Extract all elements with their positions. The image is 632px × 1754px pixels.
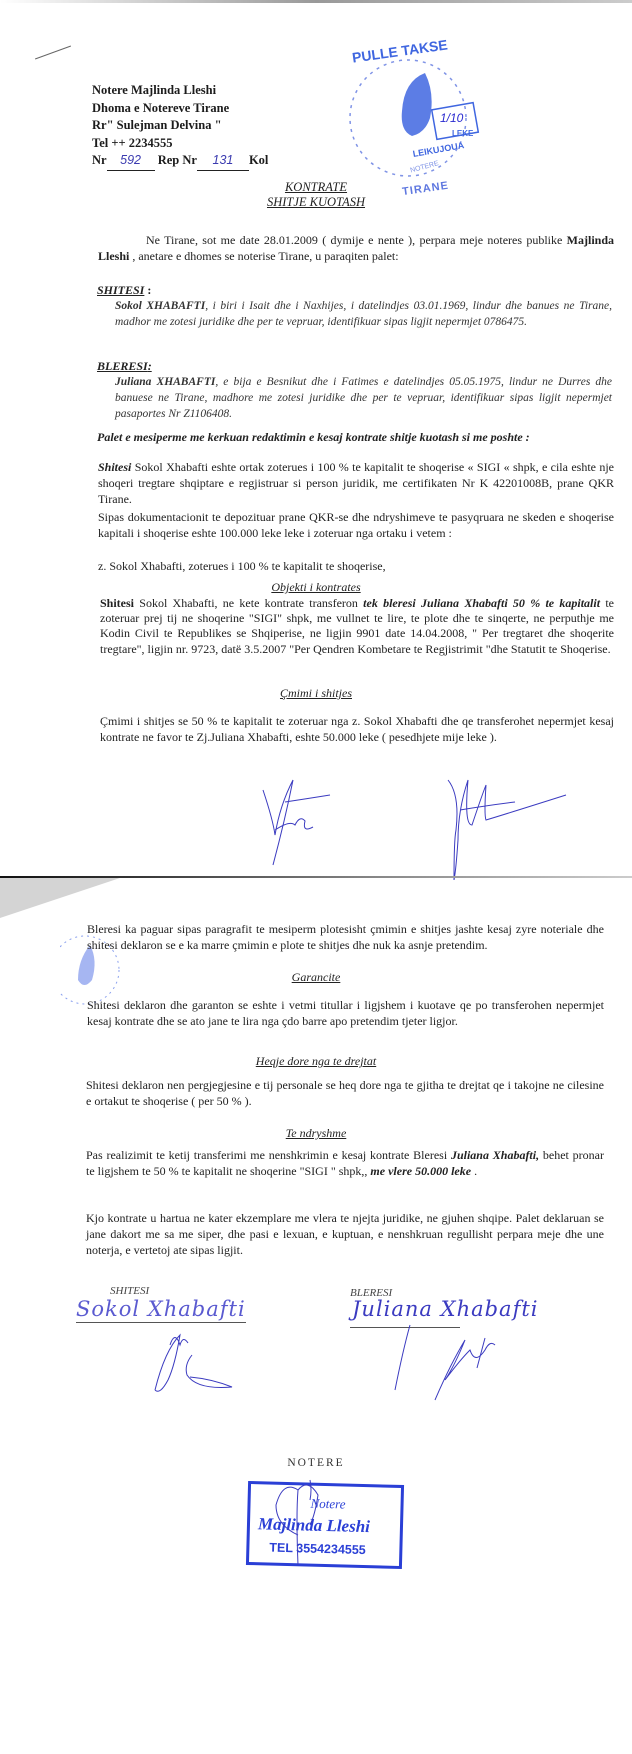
- owner-line: z. Sokol Xhabafti, zoterues i 100 % te kapitalit te shoqerise,: [98, 559, 386, 573]
- closing-paragraph: Kjo kontrate u hartua ne kater ekzemplare me vlera te njejta juridike, ne gjuhen shqipe. Palet deklaruan se jane dakort me sa me siper, dhe pasi e lexuan, e kuptuan, e nenshkruan regullisht perpara meje dhe une noterja, e vertetoj ate sipas ligjit.: [86, 1211, 604, 1257]
- object-paragraph: Shitesi Sokol Xhabafti, ne kete kontrate transferon tek bleresi Juliana Xhabafti 50 % te kapitalit te zoteruar prej tij ne shoqerine "SIGI" shpk, me vullnet te lire, te plote dhe te sinqerte, ne perputhje me Kodin Civil te Republikes se Shqiperise, ne ligjin 9901 date 14.04.2008, " Per tregtaret dhe shoqerite tregtare", ligjin nr. 9723, datë 3.5.2007 "Per Qendren Kombetare te Regjistrimit "dhe Statutit te Shoqerise.: [100, 596, 614, 656]
- notary-address: Rr" Sulejman Delvina ": [92, 118, 222, 133]
- price-paragraph: Çmimi i shitjes se 50 % te kapitalit te zoteruar nga z. Sokol Xhabafti dhe qe transferohet nepermjet kesaj kontrate ne favor te Zj.Juliana Xhabafti, eshte 50.000 leke ( pesedhjete mije leke ).: [100, 714, 614, 744]
- tax-stamp: [330, 18, 490, 203]
- seller-signature: [120, 1325, 240, 1405]
- notary-stamp: Notere Majlinda Lleshi TEL 3554234555: [246, 1481, 404, 1569]
- capital-paragraph: Sipas dokumentacionit te depozituar prane QKR-se dhe ndryshimeve te pasyqruara ne skeden e shoqerise kapitali i shoqerise eshte 100.000 leke leke i zoteruar nga ortaku i vetem :: [98, 510, 614, 540]
- seller-label: SHITESI :: [97, 283, 152, 297]
- seller-initials-page1: [255, 770, 335, 880]
- payment-paragraph: Bleresi ka paguar sipas paragrafit te mesiperm plotesisht çmimin e shitjes jashte kesaj zyre noteriale dhe shitesi deklaron se e ka marre çmimin e plote te shitjes dhe nuk ka asnje pretendim.: [87, 922, 604, 952]
- notary-label: NOTERE: [287, 1457, 345, 1469]
- notary-name: Notere Majlinda Lleshi: [92, 83, 217, 97]
- tax-stamp-city: TIRANE: [401, 179, 450, 199]
- nr-value: 592: [107, 152, 155, 171]
- rep-value: 131: [197, 152, 249, 171]
- object-heading: Objekti i kontrates: [271, 580, 361, 594]
- request-line: Palet e mesiperme me kerkuan redaktimin e kesaj kontrate shitje kuotash si me poshte :: [97, 430, 530, 444]
- guarantees-paragraph: Shitesi deklaron dhe garanton se eshte i vetmi titullar i ligjshem i kuotave qe po transferohen nepermjet kesaj kontrate dhe se ato jane te lira nga çdo barre apo pretendim tjeter ligjor.: [87, 998, 604, 1028]
- misc-paragraph: Pas realizimit te ketij transferimi me nenshkrimin e kesaj kontrate Bleresi Juliana Xhabafti, behet pronar te ligjshem te 50 % te kapitalit ne shoqerine "SIGI " shpk,, me vlere 50.000 leke .: [86, 1148, 604, 1178]
- tax-stamp-currency: LEKE: [452, 129, 474, 138]
- page-fold: [0, 878, 120, 918]
- tax-stamp-title: PULLE TAKSE: [351, 36, 449, 66]
- tax-stamp-status: LEIKUJOUA: [411, 140, 465, 160]
- registry-numbers: Nr 592 Rep Nr 131 Kol: [92, 152, 268, 171]
- notary-chamber: Dhoma e Notereve Tirane: [92, 100, 230, 115]
- price-heading: Çmimi i shitjes: [279, 686, 352, 700]
- guarantees-heading: Garancite: [291, 970, 341, 984]
- buyer-signature: [385, 1320, 545, 1405]
- buyer-label: BLERESI:: [97, 359, 152, 373]
- intro-paragraph: Ne Tirane, sot me date 28.01.2009 ( dymije e nente ), perpara meje noteres publike Majlinda Lleshi , anetare e dhomes se noterise Tirane, u paraqiten palet:: [98, 233, 614, 263]
- document-title: KONTRATE SHITJE KUOTASH: [266, 180, 366, 209]
- waiver-heading: Heqje dore nga te drejtat: [255, 1054, 377, 1068]
- notary-header: [92, 82, 268, 171]
- tax-stamp-office: NOTERE: [409, 160, 440, 175]
- buyer-initials-page1: [440, 770, 580, 880]
- pen-mark: [35, 46, 71, 60]
- buyer-handwritten-name: Juliana Xhabafti: [352, 1297, 539, 1321]
- seller-signature-label: SHITESI: [110, 1285, 150, 1297]
- tax-stamp-value: 1/10: [440, 111, 464, 125]
- notary-signature: [268, 1475, 338, 1570]
- waiver-paragraph: Shitesi deklaron nen pergjegjesine e tij personale se heq dore nga te gjitha te drejtat qe i takojne ne cilesine e ortakut te shoqerise ( per 50 % ).: [86, 1078, 604, 1108]
- seller-details: Sokol XHABAFTI, i biri i Isait dhe i Naxhijes, i datelindjes 03.01.1969, lindur dhe banues ne Tirane, madhor me zotesi juridike dhe per te vepruar, identifikuar sipas ligjit nepermjet 0786475.: [115, 300, 612, 328]
- misc-heading: Te ndryshme: [285, 1126, 347, 1140]
- scan-edge: [0, 0, 632, 3]
- buyer-details: Juliana XHABAFTI, e bija e Besnikut dhe i Fatimes e datelindjes 05.05.1975, lindur ne Durres dhe banuese ne Tirane, madhore me zotesi juridike dhe per te vepruar, identifikuar sipas ligjit nepermjet pasaportes Nr Z1106408.: [115, 376, 612, 420]
- company-paragraph: Shitesi Sokol Xhabafti eshte ortak zoterues i 100 % te kapitalit te shoqerise « SIGI « shpk, e cila eshte nje shoqeri tregtare shqiptare e regjistruar si person juridik, me certifikaten Nr K 42201008B, prane QKR Tirane.: [98, 460, 614, 506]
- notary-phone: Tel ++ 2234555: [92, 135, 173, 150]
- seller-handwritten-name: Sokol Xhabafti: [76, 1297, 246, 1321]
- buyer-signature-label: BLERESI: [350, 1287, 393, 1299]
